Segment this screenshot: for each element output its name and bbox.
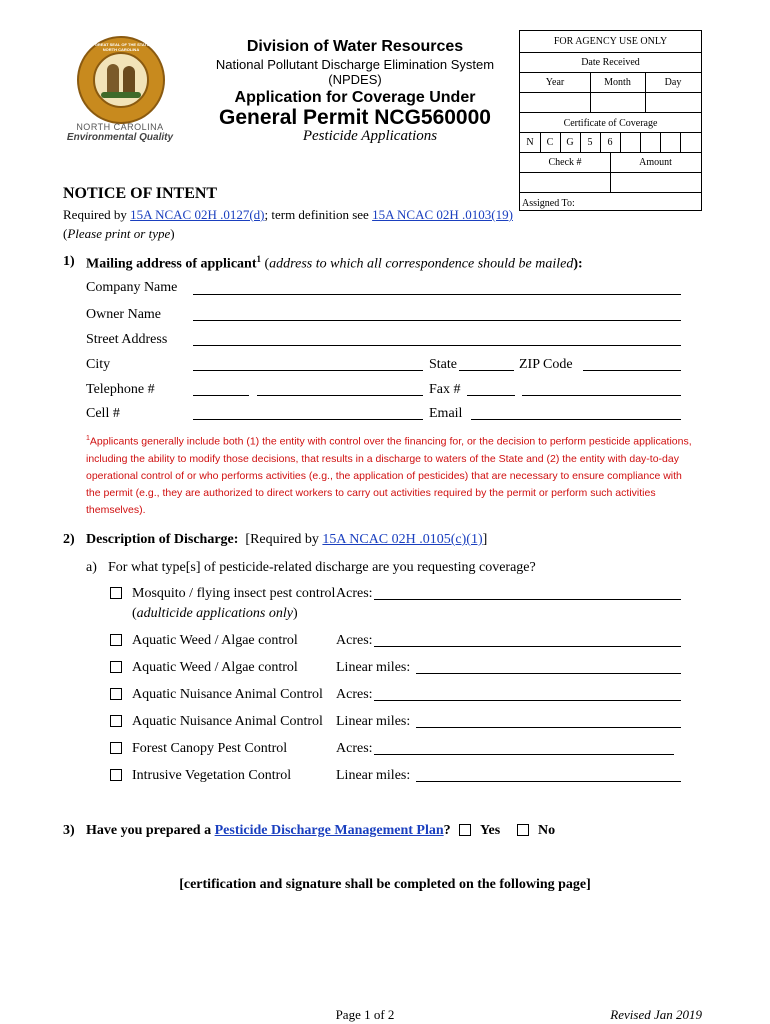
date-parts-row — [520, 73, 701, 93]
option-aquatic-weed-acres-field[interactable] — [374, 646, 681, 647]
telephone-label: Telephone # — [86, 382, 155, 397]
fax-area-code-field[interactable] — [467, 395, 515, 396]
cert-char: N — [526, 137, 534, 148]
year-label: Year — [545, 77, 565, 88]
print-instruction-text: Please print or type — [67, 226, 171, 241]
cert-char: G — [566, 137, 574, 148]
section-3-prefix: Have you prepared a — [86, 823, 215, 838]
agency-use-box — [519, 30, 702, 211]
day-label: Day — [664, 77, 682, 88]
date-received-label: Date Received — [581, 57, 640, 68]
telephone-number-field[interactable] — [257, 395, 423, 396]
section-2-number: 2) — [63, 532, 75, 547]
option-nuisance-animal-acres-field[interactable] — [374, 700, 681, 701]
divider — [560, 133, 561, 153]
pdmp-yes-checkbox[interactable] — [459, 824, 471, 836]
revision-date: Revised Jan 2019 — [610, 1007, 702, 1022]
assigned-to-label: Assigned To: — [522, 198, 575, 209]
option-mosquito-measure: Acres: — [336, 586, 373, 601]
seal-figure-left — [107, 64, 119, 94]
section-2-heading — [86, 532, 487, 548]
owner-name-field[interactable] — [193, 320, 681, 321]
option-intrusive-vegetation-checkbox[interactable] — [110, 769, 122, 781]
option-forest-canopy-label: Forest Canopy Pest Control — [132, 741, 288, 756]
seal-center — [93, 52, 149, 108]
zip-code-label: ZIP Code — [519, 357, 573, 372]
seal-figure-right — [123, 66, 135, 94]
amount-label: Amount — [639, 157, 672, 168]
question-a-letter: a) — [86, 560, 97, 575]
divider — [645, 73, 646, 113]
date-entry-row — [520, 93, 701, 113]
section-1-title: Mailing address of applicant — [86, 256, 257, 272]
divider — [590, 73, 591, 113]
option-aquatic-weed-miles-field[interactable] — [416, 673, 681, 674]
option-forest-canopy-checkbox[interactable] — [110, 742, 122, 754]
permit-subtitle: Pesticide Applications — [302, 128, 438, 144]
month-label: Month — [604, 77, 631, 88]
footnote-text: Applicants generally include both (1) the entity with control over the financing for, or the decision to perform pesticide applications, including the ability to modify those decisions, that results in a discharge to waters of the State and (2) the entity with day-to-day operational control of or who performs activities (e.g., the application of pesticides) that are necessary to ensure compliance with the permit (e.g., they are authorized to direct workers to carry out activities required by the permit or perform such activities themselves). — [86, 435, 692, 516]
option-nuisance-animal-miles-checkbox[interactable] — [110, 715, 122, 727]
section-3-number: 3) — [63, 823, 75, 838]
option-nuisance-animal-acres-measure: Acres: — [336, 687, 373, 702]
agency-title: FOR AGENCY USE ONLY — [553, 36, 668, 47]
question-a-text: For what type[s] of pesticide-related discharge are you requesting coverage? — [108, 560, 536, 575]
section-2-req-suffix: ] — [482, 532, 488, 547]
application-title: Application for Coverage Under — [234, 89, 476, 106]
option-nuisance-animal-acres-label: Aquatic Nuisance Animal Control — [132, 687, 323, 702]
divider — [680, 133, 681, 153]
check-label: Check # — [548, 157, 582, 168]
option-intrusive-vegetation-label: Intrusive Vegetation Control — [132, 768, 292, 783]
divider — [600, 133, 601, 153]
email-label: Email — [429, 406, 463, 421]
street-address-label: Street Address — [86, 332, 168, 347]
option-intrusive-vegetation-measure: Linear miles: — [336, 768, 411, 783]
company-name-label: Company Name — [86, 280, 178, 295]
fax-label: Fax # — [429, 382, 461, 397]
seal-ground — [101, 92, 141, 98]
owner-name-label: Owner Name — [86, 307, 162, 322]
page-number: Page 1 of 2 — [335, 1007, 395, 1022]
certificate-chars-row — [520, 133, 701, 153]
regulation-link-0105c1[interactable]: 15A NCAC 02H .0105(c)(1) — [322, 532, 483, 547]
cert-char: 6 — [607, 137, 613, 148]
option-aquatic-weed-acres-checkbox[interactable] — [110, 634, 122, 646]
option-intrusive-vegetation-miles-field[interactable] — [416, 781, 681, 782]
section-2-title: Description of Discharge: — [86, 532, 239, 547]
required-line — [63, 207, 513, 223]
cert-char: 5 — [587, 137, 593, 148]
regulation-link-0103-19[interactable]: 15A NCAC 02H .0103(19) — [372, 207, 513, 222]
fax-number-field[interactable] — [522, 395, 681, 396]
state-label: State — [429, 357, 457, 372]
divider — [640, 133, 641, 153]
pdmp-link[interactable]: Pesticide Discharge Management Plan — [214, 823, 444, 838]
company-name-field[interactable] — [193, 294, 681, 295]
option-mosquito-acres-field[interactable] — [374, 599, 681, 600]
option-nuisance-animal-miles-field[interactable] — [416, 727, 681, 728]
option-mosquito-sub: (adulticide applications only) — [132, 606, 298, 621]
cell-label: Cell # — [86, 406, 120, 421]
option-aquatic-weed-miles-measure: Linear miles: — [336, 660, 411, 675]
notice-title: NOTICE OF INTENT — [63, 185, 218, 202]
city-field[interactable] — [193, 370, 423, 371]
zip-code-field[interactable] — [583, 370, 681, 371]
certificate-row — [520, 113, 701, 133]
footnote-number: 1 — [86, 435, 90, 442]
section-3-question — [86, 823, 451, 839]
state-field[interactable] — [459, 370, 514, 371]
footnote-marker: 1 — [256, 254, 261, 264]
option-mosquito-label: Mosquito / flying insect pest control — [132, 586, 336, 601]
telephone-area-code-field[interactable] — [193, 395, 249, 396]
agency-title-row — [520, 31, 701, 53]
option-nuisance-animal-miles-measure: Linear miles: — [336, 714, 411, 729]
seal-text: THE GREAT SEAL OF THE STATE OF NORTH CAROLINA — [85, 42, 157, 52]
section-1-italic: address to which all correspondence should be mailed — [269, 256, 574, 272]
cell-field[interactable] — [193, 419, 423, 420]
applicant-footnote — [86, 430, 696, 519]
option-aquatic-weed-miles-label: Aquatic Weed / Algae control — [132, 660, 298, 675]
option-forest-canopy-measure: Acres: — [336, 741, 373, 756]
logo-org-line1: NORTH CAROLINA — [76, 122, 164, 132]
option-aquatic-weed-miles-checkbox[interactable] — [110, 661, 122, 673]
pdmp-no-label: No — [538, 823, 556, 838]
option-aquatic-weed-acres-label: Aquatic Weed / Algae control — [132, 633, 298, 648]
divider — [580, 133, 581, 153]
nc-great-seal-logo — [77, 36, 165, 124]
cert-char: C — [546, 137, 554, 148]
pdmp-no-checkbox[interactable] — [517, 824, 529, 836]
divider — [620, 133, 621, 153]
permit-title: General Permit NCG560000 — [219, 106, 491, 129]
section-1-number: 1) — [63, 254, 75, 269]
divider — [540, 133, 541, 153]
logo-org-line2: Environmental Quality — [66, 132, 174, 143]
option-aquatic-weed-acres-measure: Acres: — [336, 633, 373, 648]
npdes-title: National Pollutant Discharge Elimination System (NPDES) — [215, 57, 495, 87]
option-nuisance-animal-acres-checkbox[interactable] — [110, 688, 122, 700]
pdmp-yes-label: Yes — [480, 823, 501, 838]
street-address-field[interactable] — [193, 345, 681, 346]
divider — [660, 133, 661, 153]
required-middle: ; term definition see — [264, 207, 373, 222]
paren-close: ) — [170, 226, 175, 241]
section-3-suffix: ? — [443, 823, 451, 838]
city-label: City — [86, 357, 111, 372]
divider — [610, 153, 611, 193]
print-instruction — [63, 226, 175, 242]
regulation-link-0127d[interactable]: 15A NCAC 02H .0127(d) — [130, 207, 265, 222]
option-nuisance-animal-miles-label: Aquatic Nuisance Animal Control — [132, 714, 323, 729]
certificate-label: Certificate of Coverage — [563, 118, 658, 129]
option-mosquito-sub-text: adulticide applications only — [136, 606, 293, 621]
section-1-heading: Mailing address of applicant$^1$ (address to which all correspondence should be mailed): — [86, 254, 583, 272]
option-mosquito-checkbox[interactable] — [110, 587, 122, 599]
certification-note: [certification and signature shall be completed on the following page] — [179, 877, 591, 892]
email-field[interactable] — [471, 419, 681, 420]
required-prefix: Required by — [63, 207, 131, 222]
option-forest-canopy-acres-field[interactable] — [374, 754, 674, 755]
division-title: Division of Water Resources — [246, 38, 464, 55]
date-received-row — [520, 53, 701, 73]
section-2-req-prefix: [Required by — [245, 532, 323, 547]
paren-open: ( — [63, 226, 68, 241]
